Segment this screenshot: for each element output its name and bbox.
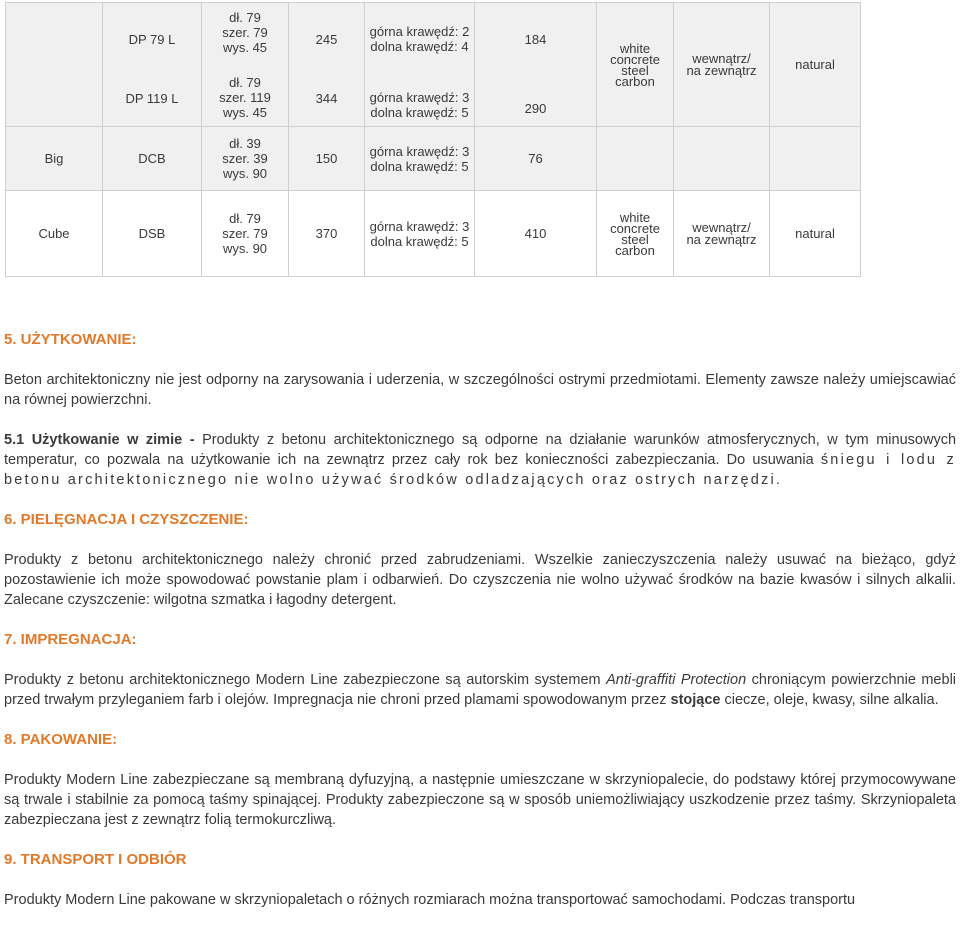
model-name: DP 79 L — [128, 31, 176, 47]
color-option: carbon — [615, 242, 655, 258]
color-option: white — [619, 40, 651, 56]
table-row — [6, 191, 861, 277]
dimensions-cell — [202, 127, 289, 191]
color-option: concrete — [610, 220, 660, 236]
model-name-cell: DSB — [103, 191, 202, 277]
care-paragraph: Produkty z betonu architektonicznego należy chronić przed zabrudzeniami. Wszelkie zanieczyszczenia należy usuwać na bieżąco, gdyż pozostawienie ich może spowodować powstanie plam i odbarwień. Do czyszczenia nie wolno używać środków na bazie kwasów i silnych alkalii. Zalecane czyszczenie: wilgotna szmatka i łagodny detergent. — [4, 552, 956, 608]
dimensions-cell — [202, 3, 289, 127]
section-heading-usage: 5. UŻYTKOWANIE: — [4, 331, 137, 348]
dimensions — [206, 10, 284, 55]
placement-cell — [674, 127, 770, 191]
winter-usage-text: Produkty z betonu architektonicznego są odporne na działanie warunków atmosferycznych, w tym minusowych temperatur, co pozwala na użytkowanie ich na zewnątrz przez cały rok bez konieczności zabezpieczania. Do usuwania — [4, 432, 957, 468]
weight-cell: 150 — [289, 127, 365, 191]
weight-value: 245 — [315, 31, 338, 47]
section-heading-care: 6. PIELĘGNACJA I CZYSZCZENIE: — [4, 511, 249, 528]
section-heading-packaging: 8. PAKOWANIE: — [4, 731, 118, 748]
section-heading-impregnation: 7. IMPREGNACJA: — [4, 631, 137, 648]
price-value: 290 — [524, 100, 547, 116]
family-cell — [6, 3, 103, 127]
color-option: concrete — [610, 51, 660, 67]
finish-cell — [770, 3, 861, 127]
product-spec-table — [5, 2, 861, 277]
dim-width: szer. 79 — [222, 226, 268, 241]
edge-top: górna krawędź: 3 — [369, 218, 470, 234]
color-option: white — [619, 209, 651, 225]
dim-width: szer. 79 — [222, 24, 268, 40]
dim-width: szer. 119 — [219, 89, 271, 105]
packaging-paragraph: Produkty Modern Line zabezpieczane są membraną dyfuzyjną, a następnie umieszczane w skrzyniopalecie, do podstawy której przymocowywane są trwale i stabilnie za pomocą taśmy spinającej. Produkty zabezpieczone są w sposób uniemożliwiający uszkodzenie przez taśmy. Skrzyniopaleta zabezpieczana jest z zewnątrz folią termokurczliwą. — [4, 772, 956, 828]
edge-top: górna krawędź: 3 — [369, 143, 470, 159]
finish-value: natural — [795, 57, 835, 72]
impregnation-text: Produkty z betonu architektonicznego Modern Line zabezpieczone są autorskim systemem — [4, 672, 607, 688]
dim-length: dł. 39 — [229, 136, 261, 151]
dim-length: dł. 79 — [229, 9, 261, 25]
dim-width: szer. 39 — [222, 151, 268, 166]
weight-cell — [289, 3, 365, 127]
placement-outdoor: na zewnątrz — [686, 231, 757, 247]
family-cell: Big — [6, 127, 103, 191]
anti-graffiti-term: Anti-graffiti Protection — [606, 672, 747, 688]
color-option: steel — [621, 231, 649, 247]
edges-cell — [365, 3, 475, 127]
edge-thickness — [369, 90, 470, 120]
document-body — [4, 330, 956, 910]
edges-cell — [365, 191, 475, 277]
dimensions — [206, 75, 284, 120]
colors-cell — [597, 127, 674, 191]
winter-usage-tail: śniegu i lodu z betonu architektonicznego nie wolno używać środków odladzających oraz ostrych narzędzi. — [4, 452, 957, 488]
edge-top: górna krawędź: 3 — [369, 89, 470, 105]
weight-value: 344 — [315, 90, 338, 106]
placement-cell — [674, 191, 770, 277]
price-cell — [475, 3, 597, 127]
color-option: steel — [621, 62, 649, 78]
placement-outdoor: na zewnątrz — [686, 62, 757, 78]
dim-height: wys. 45 — [222, 39, 268, 55]
dimensions-cell — [202, 191, 289, 277]
model-name-cell — [103, 3, 202, 127]
placement-cell — [674, 3, 770, 127]
emphasis-word: stojące — [670, 692, 721, 708]
finish-cell: natural — [770, 191, 861, 277]
model-name-cell: DCB — [103, 127, 202, 191]
dim-height: wys. 90 — [222, 241, 268, 256]
edge-bottom: dolna krawędź: 5 — [370, 233, 469, 249]
dim-height: wys. 45 — [222, 104, 268, 120]
usage-paragraph: Beton architektoniczny nie jest odporny na zarysowania i uderzenia, w szczególności ostrymi przedmiotami. Elementy zawsze należy umiejscawiać na równej powierzchni. — [4, 372, 956, 408]
model-name: DP 119 L — [125, 90, 179, 106]
table-row — [6, 3, 861, 127]
color-option: carbon — [615, 73, 655, 89]
family-cell: Cube — [6, 191, 103, 277]
colors-cell — [597, 3, 674, 127]
edge-bottom: dolna krawędź: 5 — [370, 158, 469, 174]
edges-cell — [365, 127, 475, 191]
colors-cell — [597, 191, 674, 277]
weight-cell: 370 — [289, 191, 365, 277]
transport-paragraph: Produkty Modern Line pakowane w skrzyniopaletach o różnych rozmiarach można transportować samochodami. Podczas transportu — [4, 892, 856, 908]
table-row — [6, 127, 861, 191]
dim-length: dł. 79 — [229, 74, 261, 90]
placement-indoor: wewnątrz/ — [692, 219, 751, 235]
dim-height: wys. 90 — [222, 166, 268, 181]
impregnation-text: ciecze, oleje, kwasy, silne alkalia. — [720, 692, 939, 708]
price-cell: 76 — [475, 127, 597, 191]
edge-bottom: dolna krawędź: 4 — [370, 38, 469, 54]
finish-cell — [770, 127, 861, 191]
section-heading-transport: 9. TRANSPORT I ODBIÓR — [4, 851, 187, 868]
price-value: 184 — [524, 31, 547, 47]
dim-length: dł. 79 — [229, 211, 261, 226]
edge-bottom: dolna krawędź: 5 — [370, 104, 469, 120]
edge-top: górna krawędź: 2 — [369, 23, 470, 39]
impregnation-paragraph — [4, 670, 956, 710]
winter-usage-label: 5.1 Użytkowanie w zimie - — [4, 432, 203, 448]
edge-thickness — [369, 10, 470, 54]
placement-indoor: wewnątrz/ — [692, 50, 751, 66]
price-cell: 410 — [475, 191, 597, 277]
winter-usage-paragraph — [4, 430, 956, 490]
impregnation-text: chroniącym powierzchnie mebli przed trwałym przyleganiem farb i olejów. Impregnacja nie chroni przed plamami spowodowanym przez — [4, 672, 957, 708]
